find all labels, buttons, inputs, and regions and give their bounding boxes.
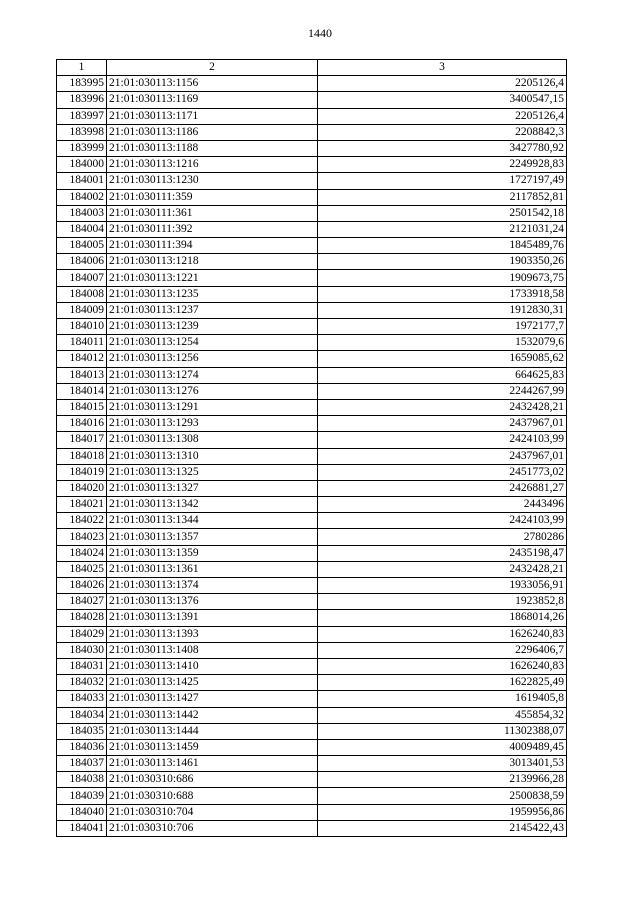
row-number-cell: 184019	[57, 464, 107, 480]
row-number-cell: 184036	[57, 739, 107, 755]
table-row	[57, 723, 567, 739]
cadastral-value-cell: 2437967,01	[318, 416, 567, 432]
table-row	[57, 756, 567, 772]
row-number-cell: 184016	[57, 416, 107, 432]
row-number-cell: 184038	[57, 772, 107, 788]
cadastral-number-cell: 21:01:030113:1218	[107, 254, 318, 270]
row-number-cell: 184029	[57, 626, 107, 642]
row-number-cell: 183996	[57, 92, 107, 108]
table-row	[57, 173, 567, 189]
cadastral-value-cell: 1626240,83	[318, 626, 567, 642]
cadastral-value-cell: 2443496	[318, 497, 567, 513]
cadastral-number-cell: 21:01:030113:1376	[107, 594, 318, 610]
row-number-cell: 184021	[57, 497, 107, 513]
cadastral-number-cell: 21:01:030113:1408	[107, 642, 318, 658]
row-number-cell: 184025	[57, 561, 107, 577]
cadastral-number-cell: 21:01:030113:1391	[107, 610, 318, 626]
cadastral-number-cell: 21:01:030113:1239	[107, 319, 318, 335]
cadastral-value-cell: 2145422,43	[318, 820, 567, 836]
table-row	[57, 254, 567, 270]
table-row	[57, 626, 567, 642]
row-number-cell: 184035	[57, 723, 107, 739]
cadastral-number-cell: 21:01:030113:1237	[107, 302, 318, 318]
table-row	[57, 691, 567, 707]
cadastral-number-cell: 21:01:030113:1444	[107, 723, 318, 739]
table-header-row	[57, 60, 567, 76]
row-number-cell: 184012	[57, 351, 107, 367]
cadastral-value-cell: 1659085,62	[318, 351, 567, 367]
cadastral-number-cell: 21:01:030113:1344	[107, 513, 318, 529]
cadastral-value-cell: 1619405,8	[318, 691, 567, 707]
table-row	[57, 205, 567, 221]
cadastral-value-cell: 1903350,26	[318, 254, 567, 270]
cadastral-value-cell: 2501542,18	[318, 205, 567, 221]
cadastral-value-cell: 2117852,81	[318, 189, 567, 205]
table-row	[57, 675, 567, 691]
row-number-cell: 183999	[57, 140, 107, 156]
cadastral-value-cell: 2205126,4	[318, 108, 567, 124]
cadastral-number-cell: 21:01:030113:1221	[107, 270, 318, 286]
cadastral-number-cell: 21:01:030113:1156	[107, 76, 318, 92]
row-number-cell: 184004	[57, 221, 107, 237]
cadastral-number-cell: 21:01:030111:394	[107, 238, 318, 254]
cadastral-number-cell: 21:01:030113:1216	[107, 157, 318, 173]
cadastral-number-cell: 21:01:030113:1256	[107, 351, 318, 367]
cadastral-number-cell: 21:01:030111:359	[107, 189, 318, 205]
cadastral-value-cell: 2249928,83	[318, 157, 567, 173]
cadastral-number-cell: 21:01:030113:1342	[107, 497, 318, 513]
cadastral-number-cell: 21:01:030113:1169	[107, 92, 318, 108]
row-number-cell: 184003	[57, 205, 107, 221]
cadastral-value-cell: 1972177,7	[318, 319, 567, 335]
cadastral-value-cell: 2244267,99	[318, 383, 567, 399]
cadastral-number-cell: 21:01:030310:688	[107, 788, 318, 804]
cadastral-number-cell: 21:01:030310:686	[107, 772, 318, 788]
cadastral-value-cell: 3427780,92	[318, 140, 567, 156]
row-number-cell: 184032	[57, 675, 107, 691]
table-row	[57, 238, 567, 254]
table-row	[57, 788, 567, 804]
cadastral-number-cell: 21:01:030310:706	[107, 820, 318, 836]
cadastral-value-cell: 2432428,21	[318, 399, 567, 415]
table-row	[57, 76, 567, 92]
cadastral-number-cell: 21:01:030113:1442	[107, 707, 318, 723]
row-number-cell: 184027	[57, 594, 107, 610]
row-number-cell: 184031	[57, 658, 107, 674]
table-row	[57, 497, 567, 513]
cadastral-number-cell: 21:01:030113:1308	[107, 432, 318, 448]
cadastral-number-cell: 21:01:030113:1310	[107, 448, 318, 464]
cadastral-number-cell: 21:01:030113:1293	[107, 416, 318, 432]
table-row	[57, 642, 567, 658]
cadastral-value-cell: 2426881,27	[318, 480, 567, 496]
table-row	[57, 124, 567, 140]
row-number-cell: 184006	[57, 254, 107, 270]
table-row	[57, 610, 567, 626]
table-row	[57, 270, 567, 286]
table-row	[57, 221, 567, 237]
row-number-cell: 184007	[57, 270, 107, 286]
cadastral-number-cell: 21:01:030113:1291	[107, 399, 318, 415]
row-number-cell: 184009	[57, 302, 107, 318]
cadastral-value-cell: 1959956,86	[318, 804, 567, 820]
table-row	[57, 92, 567, 108]
cadastral-number-cell: 21:01:030113:1361	[107, 561, 318, 577]
cadastral-number-cell: 21:01:030113:1325	[107, 464, 318, 480]
table-row	[57, 464, 567, 480]
cadastral-value-cell: 11302388,07	[318, 723, 567, 739]
cadastral-number-cell: 21:01:030113:1230	[107, 173, 318, 189]
column-header-2: 2	[107, 60, 318, 76]
cadastral-number-cell: 21:01:030113:1410	[107, 658, 318, 674]
table-row	[57, 383, 567, 399]
row-number-cell: 184041	[57, 820, 107, 836]
cadastral-value-cell: 1845489,76	[318, 238, 567, 254]
cadastral-number-cell: 21:01:030111:361	[107, 205, 318, 221]
column-header-3: 3	[318, 60, 567, 76]
table-row	[57, 432, 567, 448]
table-row	[57, 545, 567, 561]
cadastral-value-cell: 2451773,02	[318, 464, 567, 480]
row-number-cell: 184001	[57, 173, 107, 189]
cadastral-value-cell: 2208842,3	[318, 124, 567, 140]
cadastral-number-cell: 21:01:030113:1186	[107, 124, 318, 140]
table-row	[57, 578, 567, 594]
cadastral-number-cell: 21:01:030113:1327	[107, 480, 318, 496]
cadastral-value-cell: 1923852,8	[318, 594, 567, 610]
row-number-cell: 184037	[57, 756, 107, 772]
cadastral-number-cell: 21:01:030113:1188	[107, 140, 318, 156]
row-number-cell: 184033	[57, 691, 107, 707]
row-number-cell: 184034	[57, 707, 107, 723]
row-number-cell: 184005	[57, 238, 107, 254]
cadastral-value-cell: 455854,32	[318, 707, 567, 723]
table-row	[57, 157, 567, 173]
cadastral-value-cell: 2500838,59	[318, 788, 567, 804]
cadastral-value-cell: 2424103,99	[318, 513, 567, 529]
table-row	[57, 319, 567, 335]
cadastral-value-cell: 2424103,99	[318, 432, 567, 448]
table-row	[57, 351, 567, 367]
row-number-cell: 184020	[57, 480, 107, 496]
row-number-cell: 183997	[57, 108, 107, 124]
table-row	[57, 108, 567, 124]
row-number-cell: 184002	[57, 189, 107, 205]
cadastral-value-cell: 1912830,31	[318, 302, 567, 318]
row-number-cell: 184008	[57, 286, 107, 302]
table-row	[57, 561, 567, 577]
row-number-cell: 184040	[57, 804, 107, 820]
cadastral-value-cell: 2432428,21	[318, 561, 567, 577]
cadastral-number-cell: 21:01:030113:1393	[107, 626, 318, 642]
table-row	[57, 480, 567, 496]
cadastral-value-cell: 3013401,53	[318, 756, 567, 772]
cadastral-value-cell: 2435198,47	[318, 545, 567, 561]
table-row	[57, 772, 567, 788]
cadastral-number-cell: 21:01:030113:1276	[107, 383, 318, 399]
cadastral-value-cell: 2139966,28	[318, 772, 567, 788]
cadastral-value-table	[56, 59, 567, 837]
cadastral-number-cell: 21:01:030310:704	[107, 804, 318, 820]
cadastral-value-cell: 4009489,45	[318, 739, 567, 755]
row-number-cell: 184030	[57, 642, 107, 658]
cadastral-number-cell: 21:01:030113:1427	[107, 691, 318, 707]
cadastral-number-cell: 21:01:030113:1461	[107, 756, 318, 772]
row-number-cell: 184014	[57, 383, 107, 399]
cadastral-value-cell: 2205126,4	[318, 76, 567, 92]
row-number-cell: 184010	[57, 319, 107, 335]
cadastral-value-cell: 3400547,15	[318, 92, 567, 108]
table-row	[57, 367, 567, 383]
cadastral-value-cell: 1868014,26	[318, 610, 567, 626]
cadastral-number-cell: 21:01:030113:1171	[107, 108, 318, 124]
cadastral-number-cell: 21:01:030113:1359	[107, 545, 318, 561]
row-number-cell: 184018	[57, 448, 107, 464]
table-row	[57, 140, 567, 156]
cadastral-number-cell: 21:01:030113:1459	[107, 739, 318, 755]
column-header-1: 1	[57, 60, 107, 76]
table-row	[57, 302, 567, 318]
cadastral-value-cell: 1909673,75	[318, 270, 567, 286]
row-number-cell: 184024	[57, 545, 107, 561]
page-number: 1440	[308, 26, 332, 40]
cadastral-number-cell: 21:01:030113:1374	[107, 578, 318, 594]
table-row	[57, 594, 567, 610]
cadastral-value-cell: 1727197,49	[318, 173, 567, 189]
cadastral-value-cell: 2780286	[318, 529, 567, 545]
cadastral-value-cell: 1933056,91	[318, 578, 567, 594]
table-row	[57, 820, 567, 836]
row-number-cell: 184015	[57, 399, 107, 415]
row-number-cell: 184023	[57, 529, 107, 545]
table-row	[57, 399, 567, 415]
cadastral-number-cell: 21:01:030113:1425	[107, 675, 318, 691]
cadastral-value-cell: 2437967,01	[318, 448, 567, 464]
cadastral-number-cell: 21:01:030113:1357	[107, 529, 318, 545]
cadastral-number-cell: 21:01:030111:392	[107, 221, 318, 237]
cadastral-value-cell: 664625,83	[318, 367, 567, 383]
row-number-cell: 184013	[57, 367, 107, 383]
cadastral-number-cell: 21:01:030113:1274	[107, 367, 318, 383]
table-row	[57, 707, 567, 723]
row-number-cell: 184039	[57, 788, 107, 804]
row-number-cell: 184028	[57, 610, 107, 626]
cadastral-number-cell: 21:01:030113:1235	[107, 286, 318, 302]
table-row	[57, 416, 567, 432]
cadastral-value-cell: 1532079,6	[318, 335, 567, 351]
table-row	[57, 739, 567, 755]
table-row	[57, 658, 567, 674]
table-body	[57, 76, 567, 837]
cadastral-value-cell: 1626240,83	[318, 658, 567, 674]
cadastral-value-cell: 2121031,24	[318, 221, 567, 237]
row-number-cell: 183995	[57, 76, 107, 92]
table-row	[57, 448, 567, 464]
cadastral-value-cell: 2296406,7	[318, 642, 567, 658]
row-number-cell: 184017	[57, 432, 107, 448]
row-number-cell: 184011	[57, 335, 107, 351]
table-row	[57, 529, 567, 545]
cadastral-value-cell: 1733918,58	[318, 286, 567, 302]
table-row	[57, 189, 567, 205]
table-row	[57, 335, 567, 351]
table-row	[57, 286, 567, 302]
table-row	[57, 804, 567, 820]
cadastral-number-cell: 21:01:030113:1254	[107, 335, 318, 351]
row-number-cell: 184026	[57, 578, 107, 594]
row-number-cell: 183998	[57, 124, 107, 140]
row-number-cell: 184000	[57, 157, 107, 173]
cadastral-value-cell: 1622825,49	[318, 675, 567, 691]
row-number-cell: 184022	[57, 513, 107, 529]
table-row	[57, 513, 567, 529]
